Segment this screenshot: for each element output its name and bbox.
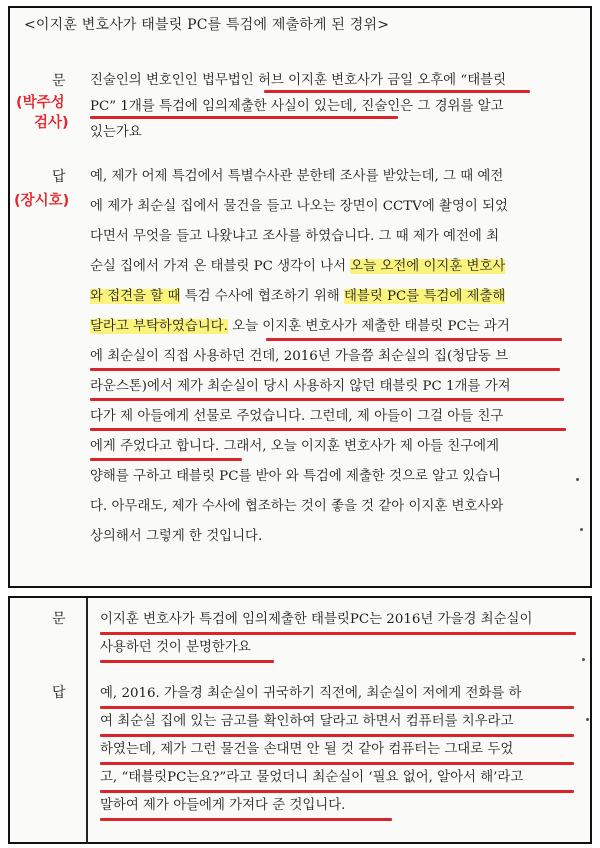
scan-speckle [582, 658, 585, 661]
question-line: PC” 1개를 특검에 임의제출한 사실이 있는데, 진술인은 그 경위를 알고 [90, 99, 504, 114]
section-heading: <이지훈 변호사가 태블릿 PC를 특검에 제출하게 된 경위> [24, 17, 390, 33]
red-underline [90, 428, 566, 431]
question-line: 있는가요 [90, 125, 142, 140]
prosecutor-annotation-line1: (박주성 [16, 95, 65, 111]
question-label: 문 [52, 611, 66, 627]
scan-speckle [576, 478, 579, 481]
red-underline [266, 338, 562, 341]
respondent-annotation: (장시호) [14, 193, 70, 209]
answer-line [90, 317, 510, 336]
answer-line: 에게 주었다고 합니다. 그래서, 오늘 이지훈 변호사가 제 아들 친구에게 [90, 439, 500, 454]
answer-line: 라운스톤)에서 제가 최순실이 당시 사용하지 않던 태블릿 PC 1개를 가져 [90, 379, 511, 394]
red-underline [100, 762, 574, 765]
margin-line [86, 598, 88, 844]
prosecutor-annotation-line2: 검사) [34, 115, 69, 131]
answer-text: 특검 수사에 협조하기 위해 [180, 289, 344, 304]
answer-line: 다면서 무엇을 들고 나왔냐고 조사를 하였습니다. 그 때 제가 예전에 최 [90, 229, 500, 244]
highlighted-text: 와 접견을 할 때 [90, 289, 181, 304]
question-line: 진술인의 변호인인 법무법인 허브 이지훈 변호사가 금일 오후에 “태블릿 [90, 73, 507, 88]
red-underline [90, 398, 564, 401]
red-underline [100, 790, 574, 793]
red-underline [90, 368, 560, 371]
question-line: 이지훈 변호사가 특검에 임의제출한 태블릿PC는 2016년 가을경 최순실이 [100, 612, 533, 627]
answer-line: 에 최순실이 직접 사용하던 건데, 2016년 가을쯤 최순실의 집(청담동 브 [90, 349, 509, 364]
answer-line [90, 287, 505, 306]
scan-speckle [586, 718, 589, 721]
answer-line: 예, 제가 어제 특검에서 특별수사관 분한테 조사를 받았는데, 그 때 예전 [90, 169, 504, 184]
answer-line: 상의해서 그렇게 한 것입니다. [90, 529, 263, 544]
transcript-panel-2 [8, 596, 592, 844]
highlighted-text: 태블릿 PC를 특검에 제출해 [343, 289, 506, 304]
transcript-panel-1 [8, 6, 592, 588]
answer-label: 답 [52, 685, 66, 701]
scan-speckle [580, 528, 583, 531]
question-label: 문 [52, 73, 66, 89]
red-underline [100, 660, 274, 663]
red-underline [90, 458, 242, 461]
answer-line: 말하여 제가 아들에게 가져다 준 것입니다. [100, 798, 346, 813]
answer-label: 답 [52, 169, 66, 185]
red-underline [100, 818, 392, 821]
highlighted-text: 달라고 부탁하였습니다. [90, 319, 228, 334]
answer-line: 에 제가 최순실 집에서 물건을 들고 나오는 장면이 CCTV에 촬영이 되었 [90, 199, 508, 214]
red-underline [264, 90, 530, 93]
question-line: 사용하던 것이 분명한가요 [100, 640, 251, 655]
red-underline [90, 116, 398, 119]
answer-line [90, 257, 505, 276]
answer-line: 고, “태블릿PC는요?”라고 물었더니 최순실이 ‘필요 없어, 알아서 해’라고 [100, 770, 524, 785]
answer-line: 예, 2016. 가을경 최순실이 귀국하기 직전에, 최순실이 저에게 전화를 하 [100, 686, 522, 701]
red-underline [100, 632, 576, 635]
answer-line: 여 최순실 집에 있는 금고를 확인하여 달라고 하면서 컴퓨터를 치우라고 [100, 714, 514, 729]
answer-line: 하였는데, 제가 그런 물건을 손대면 안 될 것 같아 컴퓨터는 그대로 두었 [100, 742, 514, 757]
answer-text: 오늘 이지훈 변호사가 제출한 태블릿 PC는 과거 [227, 319, 510, 334]
answer-line: 다가 제 아들에게 선물로 주었습니다. 그런데, 제 아들이 그걸 아들 친구 [90, 409, 504, 424]
highlighted-text: 오늘 오전에 이지훈 변호사 [350, 259, 506, 274]
red-underline [100, 734, 574, 737]
answer-text: 순실 집에서 가져 온 태블릿 PC 생각이 나서 [90, 259, 351, 274]
red-underline [100, 706, 574, 709]
answer-line: 양해를 구하고 태블릿 PC를 받아 와 특검에 제출한 것으로 알고 있습니 [90, 469, 502, 484]
answer-line: 다. 아무래도, 제가 수사에 협조하는 것이 좋을 것 같아 이지훈 변호사와 [90, 499, 504, 514]
